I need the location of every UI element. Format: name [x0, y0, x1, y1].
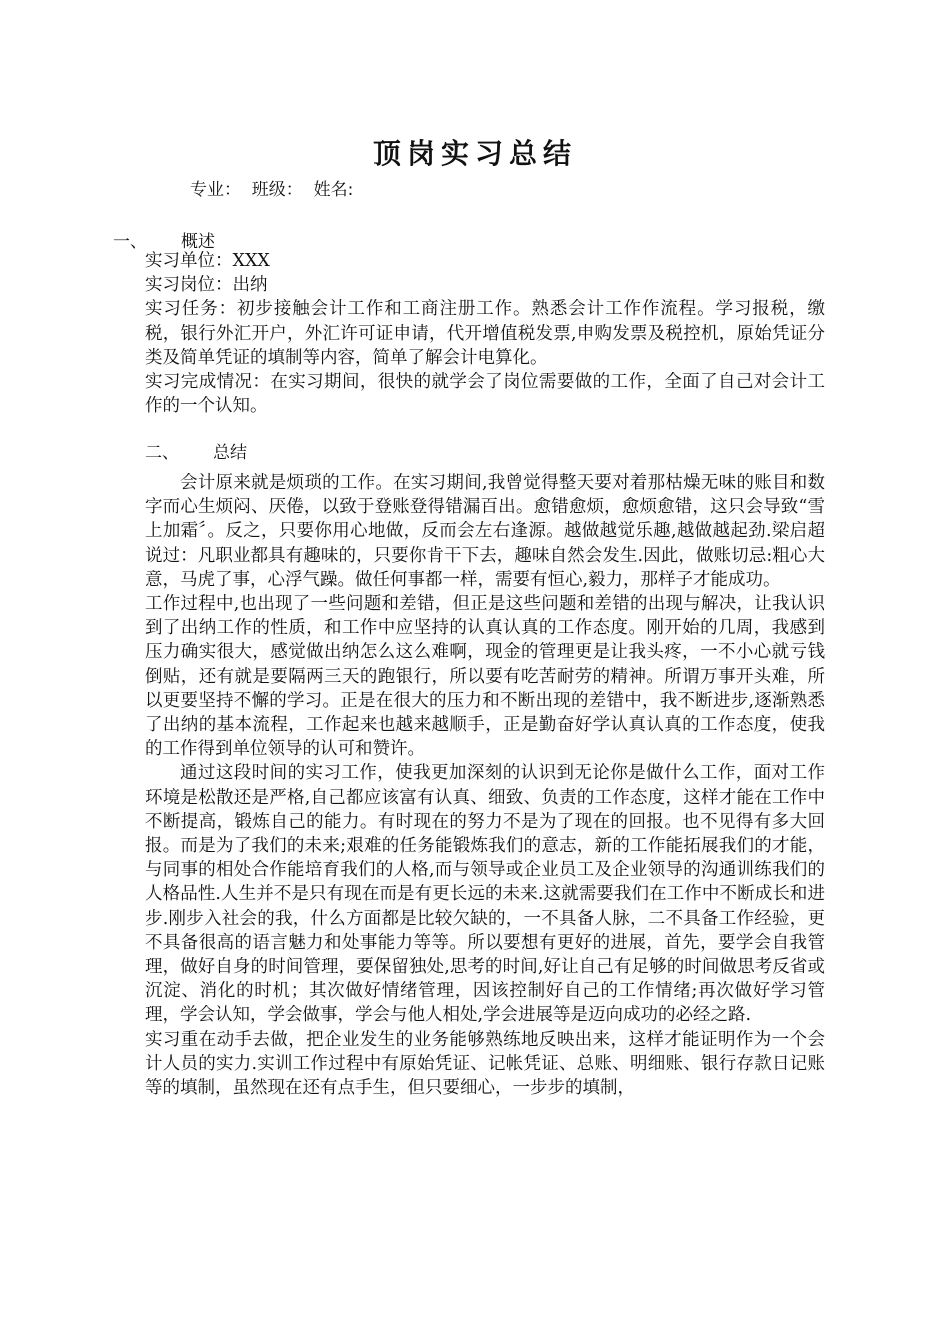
section-number: 二、 — [145, 443, 179, 463]
summary-paragraph: 工作过程中,也出现了一些问题和差错，但正是这些问题和差错的出现与解决，让我认识到了出纳工作的性质，和工作中应坚持的认真认真的工作态度。刚开始的几周，我感到压力确实很大，感觉做出纳怎么这么难啊，现金的管理更是让我头疼，一不小心就亏钱倒贴，还有就是要隔两三天的跑银行，所以要有吃苦耐劳的精神。所谓万事开头难，所以更要坚持不懈的学习。正是在很大的压力和不断出现的差错中，我不断进步,逐渐熟悉了出纳的基本流程，工作起来也越来越顺手，正是勤奋好学认真认真的工作态度，使我的工作得到单位领导的认可和赞许。 — [145, 594, 825, 760]
document-title: 顶岗实习总结 — [372, 137, 577, 170]
internship-position: 实习岗位：出纳 — [145, 275, 268, 296]
internship-completion: 实习完成情况：在实习期间，很快的就学会了岗位需要做的工作，全面了自己对会计工作的一个认知。 — [145, 372, 825, 417]
section-title: 概述 — [181, 232, 215, 252]
summary-block — [145, 471, 825, 1100]
summary-paragraph: 实习重在动手去做，把企业发生的业务能够熟练地反映出来，这样才能证明作为一个会计人员的实力.实训工作过程中有原始凭证、记帐凭证、总账、明细账、银行存款日记账等的填制，虽然现在还有点手生，但只要细心，一步步的填制， — [145, 1029, 825, 1099]
internship-unit: 实习单位：XXX — [145, 251, 270, 271]
section-number: 一、 — [113, 232, 147, 252]
overview-block — [145, 249, 825, 418]
internship-tasks: 实习任务：初步接触会计工作和工商注册工作。熟悉会计工作作流程。学习报税，缴税，银行外汇开户，外汇许可证申请，代开增值税发票,申购发票及税控机，原始凭证分类及简单凭证的填制等内容，简单了解会计电算化。 — [145, 299, 825, 368]
author-info-line: 专业： 班级： 姓名: — [190, 180, 354, 200]
summary-paragraph: 通过这段时间的实习工作，使我更加深刻的认识到无论你是做什么工作，面对工作环境是松散还是严格,自己都应该富有认真、细致、负责的工作态度，这样才能在工作中不断提高，锻炼自己的能力。有时现在的努力不是为了现在的回报。也不见得有多大回报。而是为了我们的未来;艰难的任务能锻炼我们的意志，新的工作能拓展我们的才能，与同事的相处合作能培育我们的人格,而与领导或企业员工及企业领导的沟通训练我们的人格品性.人生并不是只有现在而是有更长远的未来.这就需要我们在工作中不断成长和进步.刚步入社会的我，什么方面都是比较欠缺的，一不具备人脉，二不具备工作经验，更不具备很高的语言魅力和处事能力等等。所以要想有更好的进展，首先，要学会自我管理，做好自身的时间管理，要保留独处,思考的时间,好让自己有足够的时间做思考反省或沉淀、消化的时机；其次做好情绪管理，因该控制好自己的工作情绪;再次做好学习管理，学会认知，学会做事，学会与他人相处,学会进展等是迈向成功的必经之路. — [145, 763, 825, 1026]
section-title: 总结 — [213, 443, 247, 463]
section-heading-summary — [145, 438, 247, 463]
summary-paragraph: 会计原来就是烦琐的工作。在实习期间,我曾觉得整天要对着那枯燥无味的账目和数字而心生烦闷、厌倦，以致于登账登得错漏百出。愈错愈烦，愈烦愈错，这只会导致“雪上加霜〞。反之，只要你用心地做，反而会左右逢源。越做越觉乐趣,越做越起劲.梁启超说过：凡职业都具有趣味的，只要你肯干下去，趣味自然会发生.因此，做账切忌:粗心大意，马虎了事，心浮气躁。做任何事都一样，需要有恒心,毅力，那样子才能成功。 — [145, 473, 825, 590]
